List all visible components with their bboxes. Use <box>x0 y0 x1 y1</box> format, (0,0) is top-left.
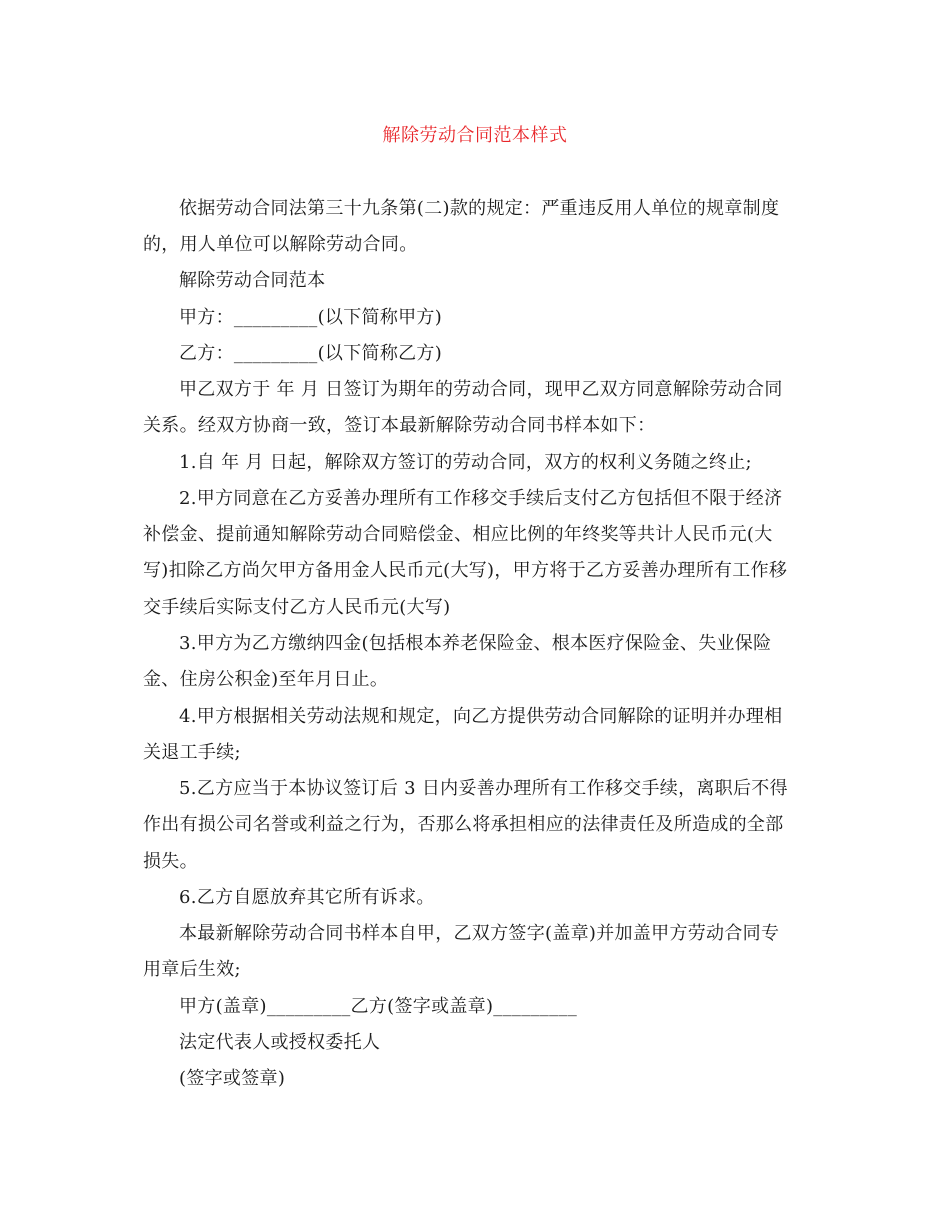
clause-3: 3.甲方为乙方缴纳四金(包括根本养老保险金、根本医疗保险金、失业保险 <box>179 633 772 654</box>
clause-4: 4.甲方根据相关劳动法规和规定，向乙方提供劳动合同解除的证明并办理相 <box>179 706 783 727</box>
clause-3-line: 金、住房公积金)至年月日止。 <box>143 669 389 690</box>
clause-2-line: 写)扣除乙方尚欠甲方备用金人民币元(大写)，甲方将于乙方妥善办理所有工作移 <box>143 560 788 581</box>
clause-6: 6.乙方自愿放弃其它所有诉求。 <box>179 887 435 908</box>
clause-5-line: 作出有损公司名誉或利益之行为，否那么将承担相应的法律责任及所造成的全部 <box>143 814 784 835</box>
signature-note: (签字或签章) <box>179 1068 286 1089</box>
clause-2: 2.甲方同意在乙方妥善办理所有工作移交手续后支付乙方包括但不限于经济 <box>179 488 783 509</box>
party-a-line: 甲方：_________(以下简称甲方) <box>179 307 443 328</box>
paragraph-line: 甲乙双方于 年 月 日签订为期年的劳动合同，现甲乙双方同意解除劳动合同 <box>179 379 783 400</box>
paragraph-line: 用章后生效; <box>143 959 241 980</box>
paragraph-line: 关系。经双方协商一致，签订本最新解除劳动合同书样本如下： <box>143 415 656 436</box>
paragraph-line: 本最新解除劳动合同书样本自甲，乙双方签字(盖章)并加盖甲方劳动合同专 <box>179 923 780 944</box>
clause-2-line: 交手续后实际支付乙方人民币元(大写) <box>143 597 451 618</box>
clause-5-line: 损失。 <box>143 851 198 872</box>
clause-1: 1.自 年 月 日起，解除双方签订的劳动合同，双方的权利义务随之终止; <box>179 452 752 473</box>
paragraph-line: 依据劳动合同法第三十九条第(二)款的规定：严重违反用人单位的规章制度 <box>179 198 780 219</box>
clause-2-line: 补偿金、提前通知解除劳动合同赔偿金、相应比例的年终奖等共计人民币元(大 <box>143 524 773 545</box>
representative-label: 法定代表人或授权委托人 <box>179 1032 381 1053</box>
party-b-line: 乙方：_________(以下简称乙方) <box>179 343 443 364</box>
paragraph-line: 解除劳动合同范本 <box>179 270 326 291</box>
clause-4-line: 关退工手续; <box>143 742 241 763</box>
document-title: 解除劳动合同范本样式 <box>382 125 568 146</box>
clause-5: 5.乙方应当于本协议签订后 3 日内妥善办理所有工作移交手续，离职后不得 <box>179 778 788 799</box>
signature-line: 甲方(盖章)_________乙方(签字或盖章)_________ <box>179 996 577 1017</box>
paragraph-line: 的，用人单位可以解除劳动合同。 <box>143 234 418 255</box>
